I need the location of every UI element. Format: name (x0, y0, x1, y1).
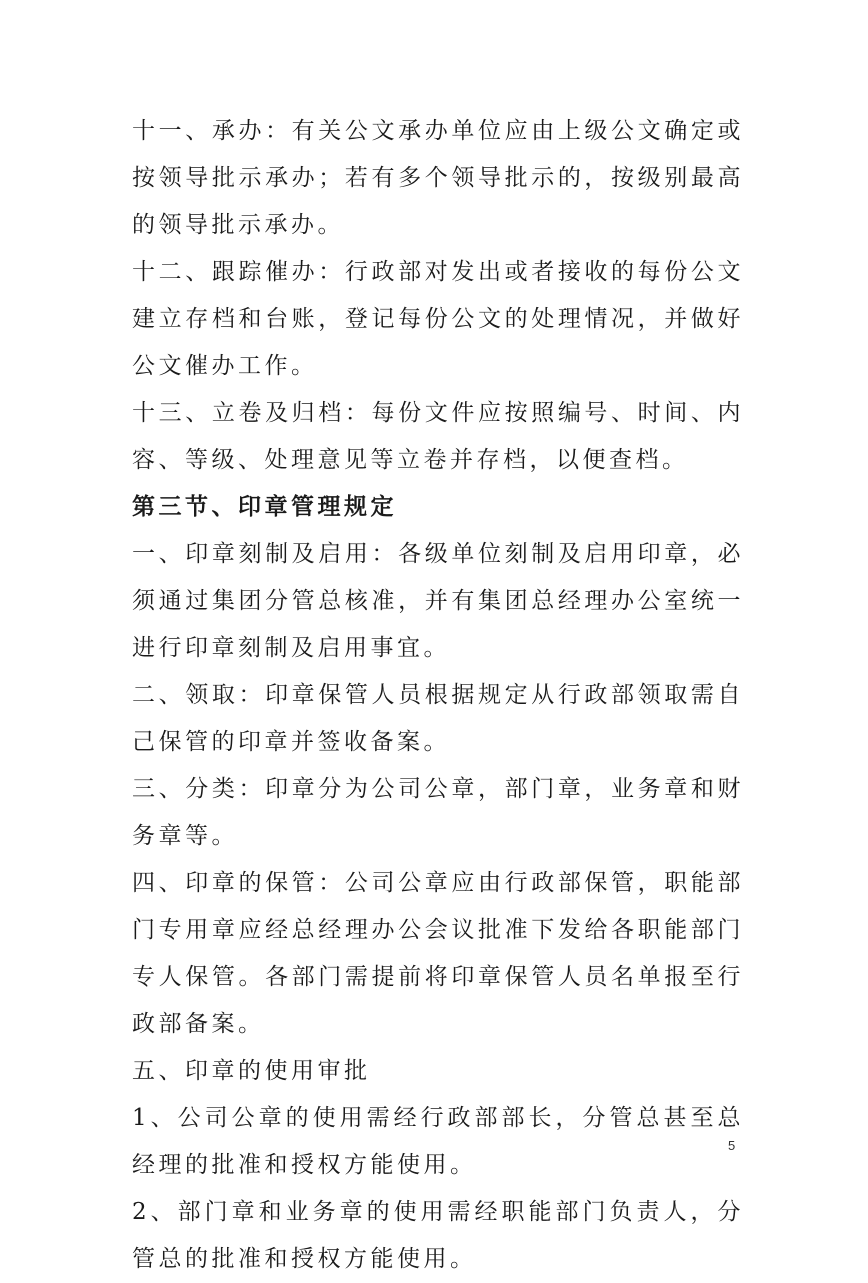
paragraph-department-seal-usage: 2、部门章和业务章的使用需经职能部门负责人，分管总的批准和授权方能使用。 (132, 1199, 744, 1272)
paragraph-seal-custody: 四、印章的保管：公司公章应由行政部保管，职能部门专用章应经总经理办公会议批准下发给各职能部门专人保管。各部门需提前将印章保管人员名单报至行政部备案。 (132, 870, 744, 1037)
paragraph-company-seal-usage: 1、公司公章的使用需经行政部部长，分管总甚至总经理的批准和授权方能使用。 (132, 1105, 744, 1178)
page-number: 5 (728, 1138, 736, 1153)
paragraph-seal-usage-approval: 五、印章的使用审批 (132, 1058, 371, 1084)
section-heading-seal-management: 第三节、印章管理规定 (132, 494, 397, 520)
paragraph-seal-classification: 三、分类：印章分为公司公章，部门章，业务章和财务章等。 (132, 776, 744, 849)
paragraph-twelve-follow-up: 十二、跟踪催办：行政部对发出或者接收的每份公文建立存档和台账，登记每份公文的处理情况，并做好公文催办工作。 (132, 259, 744, 379)
document-body (132, 108, 744, 1283)
paragraph-seal-collection: 二、领取：印章保管人员根据规定从行政部领取需自己保管的印章并签收备案。 (132, 682, 744, 755)
paragraph-thirteen-archiving: 十三、立卷及归档：每份文件应按照编号、时间、内容、等级、处理意见等立卷并存档，以便查档。 (132, 400, 744, 473)
paragraph-seal-engraving: 一、印章刻制及启用：各级单位刻制及启用印章，必须通过集团分管总核准，并有集团总经理办公室统一进行印章刻制及启用事宜。 (132, 541, 744, 661)
paragraph-eleven-handling: 十一、承办：有关公文承办单位应由上级公文确定或按领导批示承办；若有多个领导批示的，按级别最高的领导批示承办。 (132, 118, 744, 238)
